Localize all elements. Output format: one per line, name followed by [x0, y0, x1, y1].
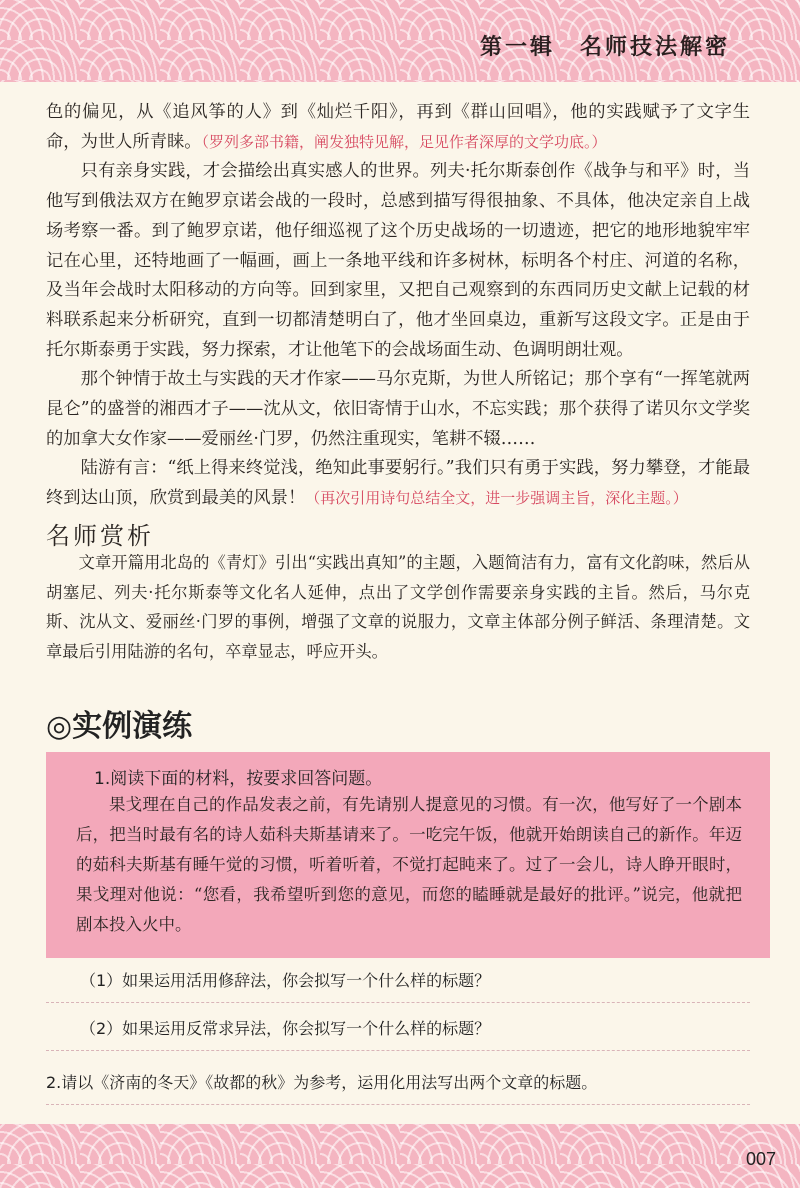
- answer-line-2: [46, 1050, 750, 1051]
- exercise-title: ◎实例演练: [46, 709, 193, 744]
- p1-annotation: （罗列多部书籍，阐发独特见解，足见作者深厚的文学功底。）: [201, 132, 607, 151]
- p4-text: 陆游有言：“纸上得来终觉浅，绝知此事要躬行。”我们只有勇于实践，努力攀登，才能最终到达山顶，欣赏到最美的风景！: [46, 458, 750, 509]
- paragraph-3: 那个钟情于故土与实践的天才作家——马尔克斯，为世人所铭记；那个享有“一挥笔就两昆仑”的盛誉的湘西才子——沈从文，依旧寄情于山水，不忘实践；那个获得了诺贝尔文学奖的加拿大女作家——爱丽丝·门罗，仍然注重现实，笔耕不辍……: [46, 369, 750, 449]
- paragraph-2: 只有亲身实践，才会描绘出真实感人的世界。列夫·托尔斯泰创作《战争与和平》时，当他写到俄法双方在鲍罗京诺会战的一段时，总感到描写得很抽象、不具体，他决定亲自上战场考察一番。到了鲍罗京诺，他仔细巡视了这个历史战场的一切遗迹，把它的地形地貌牢牢记在心里，还特地画了一幅画，画上一条地平线和许多树林，标明各个村庄、河道的名称，及当年会战时太阳移动的方向等。回到家里，又把自己观察到的东西同历史文献上记载的材料联系起来分析研究，直到一切都清楚明白了，他才坐回桌边，重新写这段文字。正是由于托尔斯泰勇于实践，努力探索，才让他笔下的会战场面生动、色调明朗壮观。: [46, 161, 750, 360]
- paragraph-1: [46, 98, 750, 157]
- p4-annotation: （再次引用诗句总结全文，进一步强调主旨，深化主题。）: [305, 489, 688, 508]
- exercise-material-box: [46, 752, 770, 958]
- answer-line-3: [46, 1104, 750, 1105]
- paragraph-4: [46, 454, 750, 513]
- article-body: [46, 98, 750, 514]
- exercise-passage: 果戈理在自己的作品发表之前，有先请别人提意见的习惯。有一次，他写好了一个剧本后，把当时最有名的诗人茹科夫斯基请来了。一吃完午饭，他就开始朗读自己的新作。年迈的茹科夫斯基有睡午觉的习惯，听着听着，不觉打起盹来了。过了一会儿，诗人睁开眼时，果戈理对他说：“您看，我希望听到您的意见，而您的瞌睡就是最好的批评。”说完，他就把剧本投入火中。: [76, 795, 742, 934]
- footer-band: [0, 1124, 800, 1188]
- analysis-body: [46, 548, 750, 667]
- question-2: 2.请以《济南的冬天》《故都的秋》为参考，运用化用法写出两个文章的标题。: [46, 1073, 598, 1092]
- question-1: 1.阅读下面的材料，按要求回答问题。: [94, 769, 383, 789]
- analysis-title: 名师赏析: [46, 522, 154, 550]
- answer-line-1: [46, 1002, 750, 1003]
- page-number: 007: [745, 1149, 776, 1169]
- chapter-title: 第一辑 名师技法解密: [479, 35, 730, 60]
- p1-text: 色的偏见，从《追风筝的人》到《灿烂千阳》，再到《群山回唱》，他的实践赋予了文字生命，为世人所青睐。: [46, 102, 750, 152]
- analysis-text: 文章开篇用北岛的《青灯》引出“实践出真知”的主题，入题简洁有力，富有文化韵味，然后从胡塞尼、列夫·托尔斯泰等文化名人延伸，点出了文学创作需要亲身实践的主旨。然后，马尔克斯、沈从文、爱丽丝·门罗的事例，增强了文章的说服力，文章主体部分例子鲜活、条理清楚。文章最后引用陆游的名句，卒章显志，呼应开头。: [46, 553, 750, 662]
- sub-question-2: （2）如果运用反常求异法，你会拟写一个什么样的标题？: [80, 1019, 491, 1038]
- sub-question-1: （1）如果运用活用修辞法，你会拟写一个什么样的标题？: [80, 971, 491, 990]
